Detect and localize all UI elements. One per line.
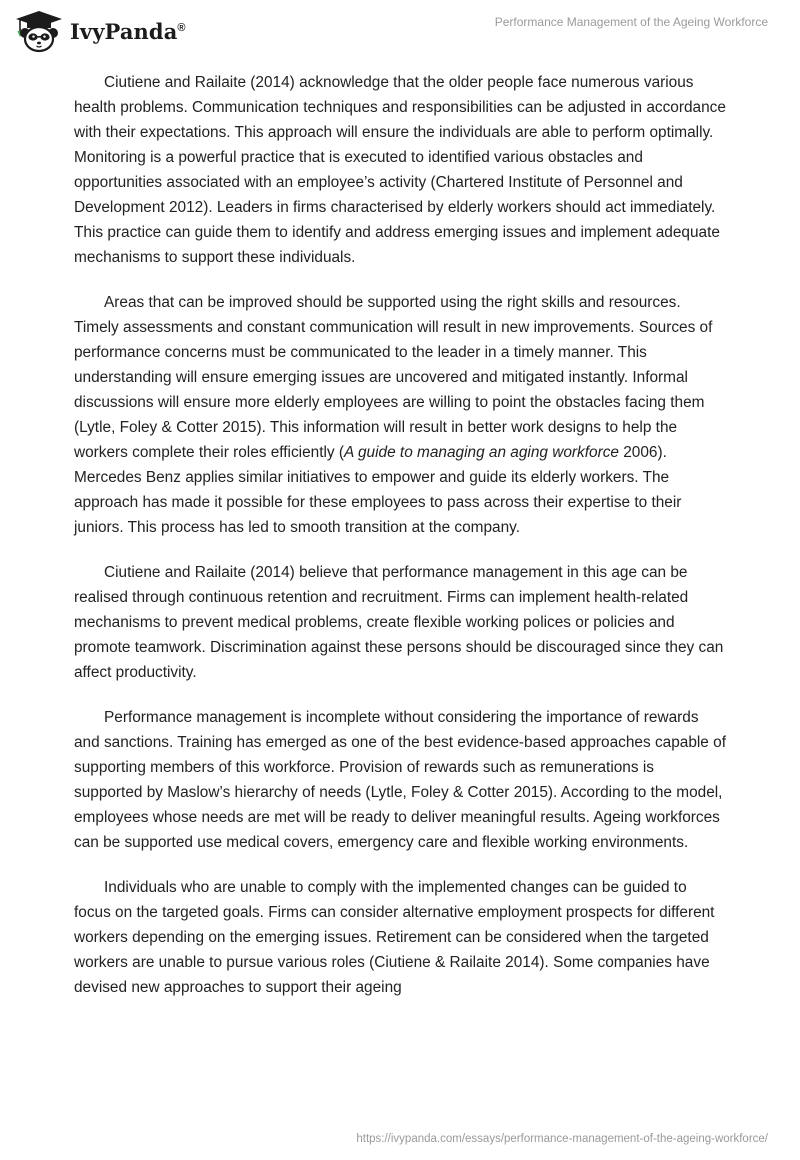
paragraph-2-italic-title: A guide to managing an aging workforce (344, 444, 619, 461)
panda-graduate-icon (14, 9, 64, 53)
paragraph-1: Ciutiene and Railaite (2014) acknowledge that the older people face numerous various health problems. Communication techniques and responsibilities can be adjusted in accordance with their expectations. This approach will ensure the individuals are able to perform optimally. Monitoring is a powerful practice that is executed to identified various obstacles and opportunities associated with an employee’s activity (Chartered Institute of Personnel and Development 2012). Leaders in firms characterised by elderly workers should act immediately. This practice can guide them to identify and address emerging issues and implement adequate mechanisms to support these individuals. (74, 74, 726, 266)
essay-body (74, 70, 726, 1020)
brand-text: IvyPanda (70, 18, 178, 44)
paragraph-2-before: Areas that can be improved should be supported using the right skills and resources. Timely assessments and constant communication will result in new improvements. Sources of performance concerns must be communicated to the leader in a timely manner. This understanding will ensure emerging issues are uncovered and mitigated instantly. Informal discussions will ensure more elderly employees are willing to point the obstacles facing them (Lytle, Foley & Cotter 2015). This information will result in better work designs to help the workers complete their roles efficiently ( (74, 294, 713, 461)
page-header (0, 0, 800, 60)
document-title: Performance Management of the Ageing Workforce (494, 15, 768, 29)
paragraph-2-after: 2006). Mercedes Benz applies similar initiatives to empower and guide its elderly workers. The approach has made it possible for these employees to pass across their expertise to their juniors. This process has led to smooth transition at the company. (74, 444, 682, 536)
paragraph-5: Individuals who are unable to comply with the implemented changes can be guided to focus on the targeted goals. Firms can consider alternative employment prospects for different workers depending on the emerging issues. Retirement can be considered when the targeted workers are unable to pursue various roles (Ciutiene & Railaite 2014). Some companies have devised new approaches to support their ageing (74, 879, 715, 996)
ivypanda-logo[interactable] (14, 8, 186, 54)
registered-mark: ® (177, 21, 186, 34)
brand-name (70, 19, 186, 44)
paragraph-4: Performance management is incomplete without considering the importance of rewards and sanctions. Training has emerged as one of the best evidence-based approaches capable of supporting members of this workforce. Provision of rewards such as remunerations is supported by Maslow’s hierarchy of needs (Lytle, Foley & Cotter 2015). According to the model, employees whose needs are met will be ready to deliver meaningful results. Ageing workforces can be supported use medical covers, emergency care and flexible working environments. (74, 709, 726, 851)
source-url[interactable]: https://ivypanda.com/essays/performance-management-of-the-ageing-workforce/ (356, 1133, 768, 1145)
paragraph-2 (74, 290, 726, 540)
paragraph-3: Ciutiene and Railaite (2014) believe that performance management in this age can be realised through continuous retention and recruitment. Firms can implement health-related mechanisms to prevent medical problems, create flexible working polices or policies and promote teamwork. Discrimination against these persons should be discouraged since they can affect productivity. (74, 564, 724, 681)
